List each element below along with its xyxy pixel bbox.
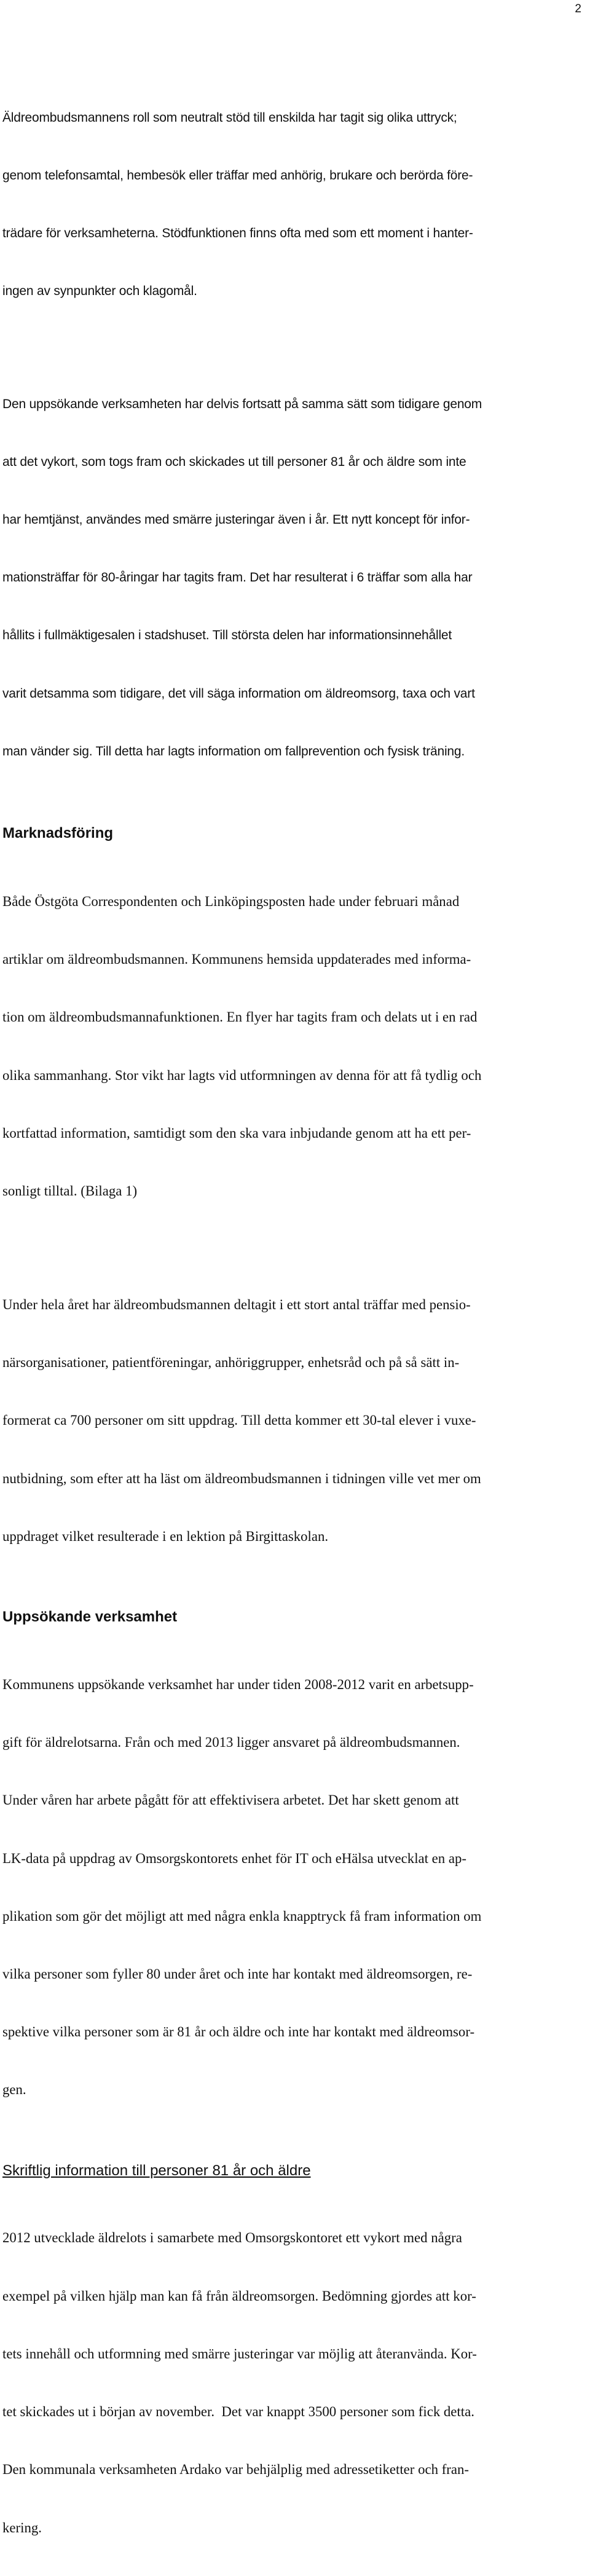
heading-written-information: Skriftlig information till personer 81 år och äldre [2, 2162, 311, 2179]
text-line: att det vykort, som togs fram och skickades ut till personer 81 år och äldre som inte [2, 454, 466, 469]
text-line: genom telefonsamtal, hembesök eller träffar med anhörig, brukare och berörda före- [2, 168, 473, 183]
text-line: Den uppsökande verksamheten har delvis fortsatt på samma sätt som tidigare genom [2, 396, 482, 411]
text-line: gift för äldrelotsarna. Från och med 2013 ligger ansvaret på äldreombudsmannen. [2, 1735, 460, 1751]
text-line: uppdraget vilket resulterade i en lektion på Birgittaskolan. [2, 1528, 329, 1544]
text-line: Äldreombudsmannens roll som neutralt stöd till enskilda har tagit sig olika uttryck; [2, 110, 457, 125]
text-line: Den kommunala verksamheten Ardako var behjälplig med adressetiketter och fran- [2, 2462, 469, 2478]
text-line: Både Östgöta Correspondenten och Linköpingsposten hade under februari månad [2, 893, 460, 909]
paragraph-meetings [2, 1256, 580, 1585]
text-line: sonligt tilltal. (Bilaga 1) [2, 1183, 138, 1199]
text-line: formerat ca 700 personer om sitt uppdrag. Till detta kommer ett 30-tal elever i vuxe- [2, 1412, 476, 1428]
text-line: LK-data på uppdrag av Omsorgskontorets enhet för IT och eHälsa utvecklat en ap- [2, 1850, 467, 1866]
text-line: 2012 utvecklade äldrelots i samarbete med Omsorgskontoret ett vykort med några [2, 2230, 462, 2246]
text-line: Under våren har arbete pågått för att effektivisera arbetet. Det har skett genom att [2, 1792, 459, 1808]
text-line: tets innehåll och utformning med smärre justeringar var möjlig att återanvända. Kor- [2, 2346, 477, 2361]
text-line: närsorganisationer, patientföreningar, anhöriggrupper, enhetsråd och på så sätt in- [2, 1355, 460, 1371]
paragraph-outreach-activities [2, 1636, 580, 2138]
text-line: trädare för verksamheterna. Stödfunktionen finns ofta med som ett moment i hanter- [2, 226, 473, 241]
paragraph-role [2, 69, 580, 340]
heading-outreach-activities: Uppsökande verksamhet [2, 1609, 178, 1626]
text-line: mationsträffar för 80-åringar har tagits fram. Det har resulterat i 6 träffar som alla har [2, 570, 473, 585]
paragraph-marketing [2, 853, 580, 1239]
text-line: gen. [2, 2082, 26, 2098]
text-line: plikation som gör det möjligt att med några enkla knapptryck få fram information om [2, 1908, 482, 1924]
text-line: man vänder sig. Till detta har lagts information om fallprevention och fysisk träning. [2, 744, 465, 758]
paragraph-written-information [2, 2190, 580, 2576]
paragraph-outreach [2, 356, 580, 800]
text-line: vilka personer som fyller 80 under året och inte har kontakt med äldreomsorgen, re- [2, 1966, 473, 1982]
text-line: kortfattad information, samtidigt som den ska vara inbjudande genom att ha ett per- [2, 1125, 471, 1141]
text-line: Under hela året har äldreombudsmannen deltagit i ett stort antal träffar med pensio- [2, 1296, 471, 1312]
document-body [2, 69, 580, 2576]
text-line: kering. [2, 2519, 42, 2535]
text-line: hållits i fullmäktigesalen i stadshuset. Till största delen har informationsinnehållet [2, 628, 452, 643]
text-line: exempel på vilken hjälp man kan få från äldreomsorgen. Bedömning gjordes att kor- [2, 2288, 476, 2304]
heading-marketing: Marknadsföring [2, 825, 114, 842]
text-line: Kommunens uppsökande verksamhet har under tiden 2008-2012 varit en arbetsupp- [2, 1676, 474, 1692]
text-line: ingen av synpunkter och klagomål. [2, 284, 197, 299]
text-line: spektive vilka personer som är 81 år och äldre och inte har kontakt med äldreomsor- [2, 2024, 475, 2040]
text-line: har hemtjänst, användes med smärre justeringar även i år. Ett nytt koncept för infor- [2, 512, 470, 527]
text-line: tion om äldreombudsmannafunktionen. En flyer har tagits fram och delats ut i en rad [2, 1009, 478, 1025]
text-line: tet skickades ut i början av november. Det var knappt 3500 personer som fick detta. [2, 2404, 474, 2420]
page-number: 2 [575, 2, 581, 15]
text-line: varit detsamma som tidigare, det vill säga information om äldreomsorg, taxa och vart [2, 686, 475, 701]
text-line: artiklar om äldreombudsmannen. Kommunens hemsida uppdaterades med informa- [2, 951, 471, 967]
text-line: olika sammanhang. Stor vikt har lagts vid utformningen av denna för att få tydlig och [2, 1067, 482, 1083]
text-line: nutbidning, som efter att ha läst om äldreombudsmannen i tidningen ville vet mer om [2, 1470, 481, 1486]
